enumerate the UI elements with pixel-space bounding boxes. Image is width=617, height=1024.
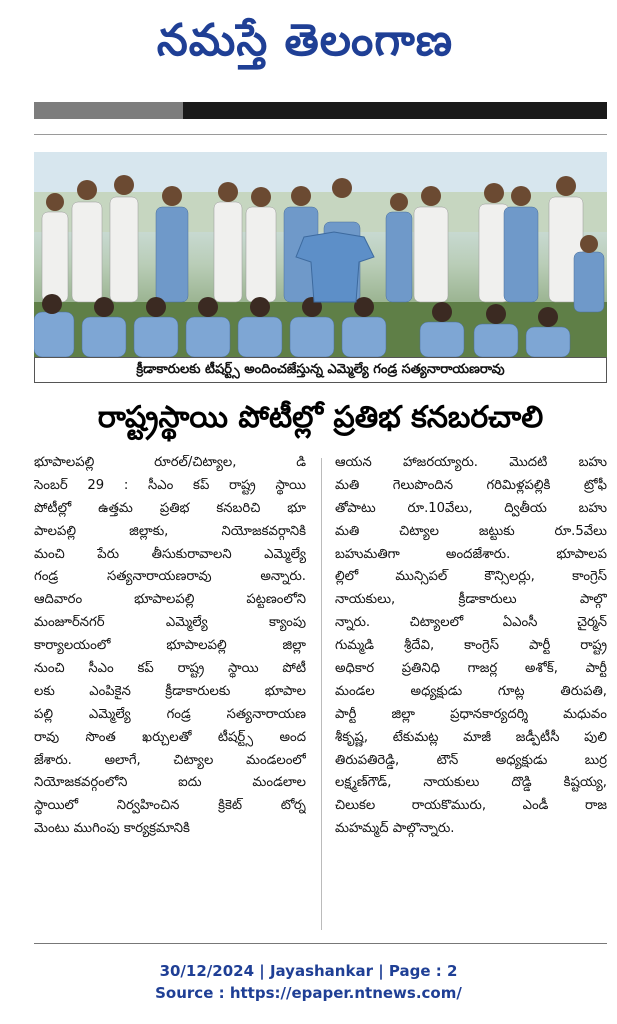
article-line: మెంటు ముగింపు కార్యక్రమానికి: [34, 821, 190, 837]
group-photo-illustration: [34, 152, 607, 357]
article-line: నుంచి సీఎం కప్ రాష్ట్ర స్థాయి పోటీ: [34, 661, 306, 677]
article-line: మతి చిట్యాల జట్టుకు రూ.5వేలు: [335, 523, 607, 539]
article-column-1: [34, 452, 306, 938]
article-line: తోపాటు రూ.10వేలు, ద్వితీయ బహు: [335, 500, 607, 516]
article-line: పాలపల్లి జిల్లాకు, నియోజకవర్గానికి: [34, 523, 306, 539]
article-line: లకు ఎంపికైన క్రీడాకారులకు భూపాల: [34, 683, 306, 699]
page-footer: [0, 960, 617, 1004]
article-column-2: [335, 452, 607, 938]
article-line: పల్లి ఎమ్మెల్యే గండ్ర సత్యనారాయణ: [34, 706, 306, 722]
photo-caption: క్రీడాకారులకు టీషర్ట్స్ అందించజేస్తున్న ఎమ్మెల్యే గండ్ర సత్యనారాయణరావు: [34, 357, 607, 383]
article-bottom-rule: [34, 943, 607, 944]
footer-date-edition: 30/12/2024 | Jayashankar | Page : 2: [159, 962, 458, 980]
article-line: మతి గెలుపొందిన గరిమిళ్లపల్లికి ట్రోఫీ: [335, 477, 607, 493]
article-line: బహుమతిగా అందజేశారు. భూపాలప: [335, 546, 607, 562]
article-line: సెంబర్ 29 : సీఎం కప్ రాష్ట్ర స్థాయి: [34, 477, 306, 493]
article-line: న్నారు. చిట్యాలలో ఏఎంసీ చైర్మన్: [335, 615, 607, 631]
article-line: ల్లిలో మున్సిపల్ కౌన్సిలర్లు, కాంగ్రెస్: [335, 569, 607, 585]
article-line: స్థాయిలో నిర్వహించిన క్రికెట్ టోర్న: [34, 798, 306, 814]
article-line: లక్ష్మణ్‌గౌడ్, నాయకులు దొడ్డి కిష్టయ్య,: [335, 775, 607, 791]
article-line: మంచి పేరు తీసుకురావాలని ఎమ్మెల్యే: [34, 546, 306, 562]
article-line: కార్యాలయంలో భూపాలపల్లి జిల్లా: [34, 638, 306, 654]
article-line: రావు సొంత ఖర్చులతో టీషర్ట్స్ అంద: [34, 729, 306, 745]
article-line: మంజూర్‌నగర్ ఎమ్మెల్యే క్యాంపు: [34, 615, 306, 631]
masthead-rule-bar: [34, 102, 607, 119]
article-line: జేశారు. అలాగే, చిట్యాల మండలంలో: [34, 752, 306, 768]
article-line: భూపాలపల్లి రూరల్/చిట్యాల, డి: [34, 455, 306, 470]
article-line: నాయకులు, క్రీడాకారులు పాల్గొ: [335, 592, 607, 608]
article-line: చిలుకల రాయకొమురు, ఎండీ రాజ: [335, 798, 607, 814]
article-line: ఆయన హాజరయ్యారు. మొదటి బహు: [335, 455, 607, 470]
article-line: గుమ్మడి శ్రీదేవి, కాంగ్రెస్ పార్టీ రాష్ట్ర: [335, 638, 607, 654]
article-line: ఆదివారం భూపాలపల్లి పట్టణంలోని: [34, 592, 306, 608]
article-line: గండ్ర సత్యనారాయణరావు అన్నారు.: [34, 569, 306, 585]
newspaper-masthead: నమస్తే తెలంగాణ: [156, 15, 454, 66]
news-photo: [34, 152, 607, 357]
article-line: పార్టీ జిల్లా ప్రధానకార్యదర్శి మధువం: [335, 706, 607, 722]
article-line: శీకృష్ణ, టేకుమట్ల మాజీ జడ్పీటీసీ పులి: [335, 729, 607, 745]
article-line: మహమ్మద్ పాల్గొన్నారు.: [335, 821, 455, 837]
article-line: మండల అధ్యక్షుడు గూట్ల తిరుపతి,: [335, 683, 607, 699]
article-line: పోటీల్లో ఉత్తమ ప్రతిభ కనబరిచి భూ: [34, 500, 306, 516]
article-line: తిరుపతిరెడ్డి, టౌన్ అధ్యక్షుడు బుర్ర: [335, 752, 607, 768]
article-headline: రాష్ట్రస్థాయి పోటీల్లో ప్రతిభ కనబరచాలి: [97, 400, 544, 435]
masthead-thin-rule: [34, 134, 607, 135]
column-divider: [321, 458, 322, 930]
article-line: అధికార ప్రతినిధి గాజర్ల అశోక్, పార్టీ: [335, 661, 607, 677]
footer-source-link[interactable]: Source : https://epaper.ntnews.com/: [155, 984, 462, 1002]
article-line: నియోజకవర్గంలోని ఐదు మండలాల: [34, 775, 306, 791]
